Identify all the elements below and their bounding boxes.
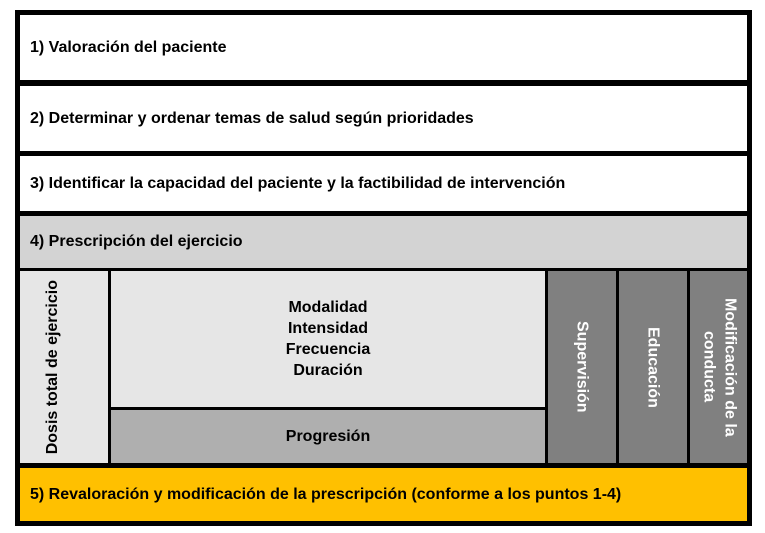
parameter-modalidad: Modalidad <box>288 299 368 316</box>
progresion-cell <box>111 410 545 463</box>
step-3-label: 3) Identificar la capacidad del paciente y la factibilidad de intervención <box>30 174 566 192</box>
step-1-box <box>20 15 747 80</box>
step-2-label: 2) Determinar y ordenar temas de salud según prioridades <box>30 109 474 127</box>
supervision-label: Supervisión <box>573 321 591 413</box>
modificacion-conducta-column <box>690 271 747 463</box>
step-4-label: 4) Prescripción del ejercicio <box>30 233 243 250</box>
parameter-frecuencia: Frecuencia <box>285 341 371 358</box>
modificacion-conducta-label: Modificación de la conducta <box>700 297 739 437</box>
parameters-cell <box>111 271 545 407</box>
dosis-total-cell <box>20 271 108 463</box>
parameter-intensidad: Intensidad <box>287 320 368 337</box>
supervision-column <box>548 271 616 463</box>
progresion-label: Progresión <box>285 427 371 445</box>
step-3-box <box>20 156 747 211</box>
step-5-label: 5) Revaloración y modificación de la prescripción (conforme a los puntos 1-4) <box>30 485 622 503</box>
step-2-box <box>20 86 747 151</box>
step-4-box <box>20 216 747 268</box>
dosis-total-label: Dosis total de ejercicio <box>44 279 61 455</box>
step-5-box <box>20 468 747 521</box>
step-1-label: 1) Valoración del paciente <box>30 38 227 56</box>
educacion-label: Educación <box>644 326 662 408</box>
parameter-duracion: Duración <box>293 362 363 379</box>
educacion-column <box>619 271 687 463</box>
